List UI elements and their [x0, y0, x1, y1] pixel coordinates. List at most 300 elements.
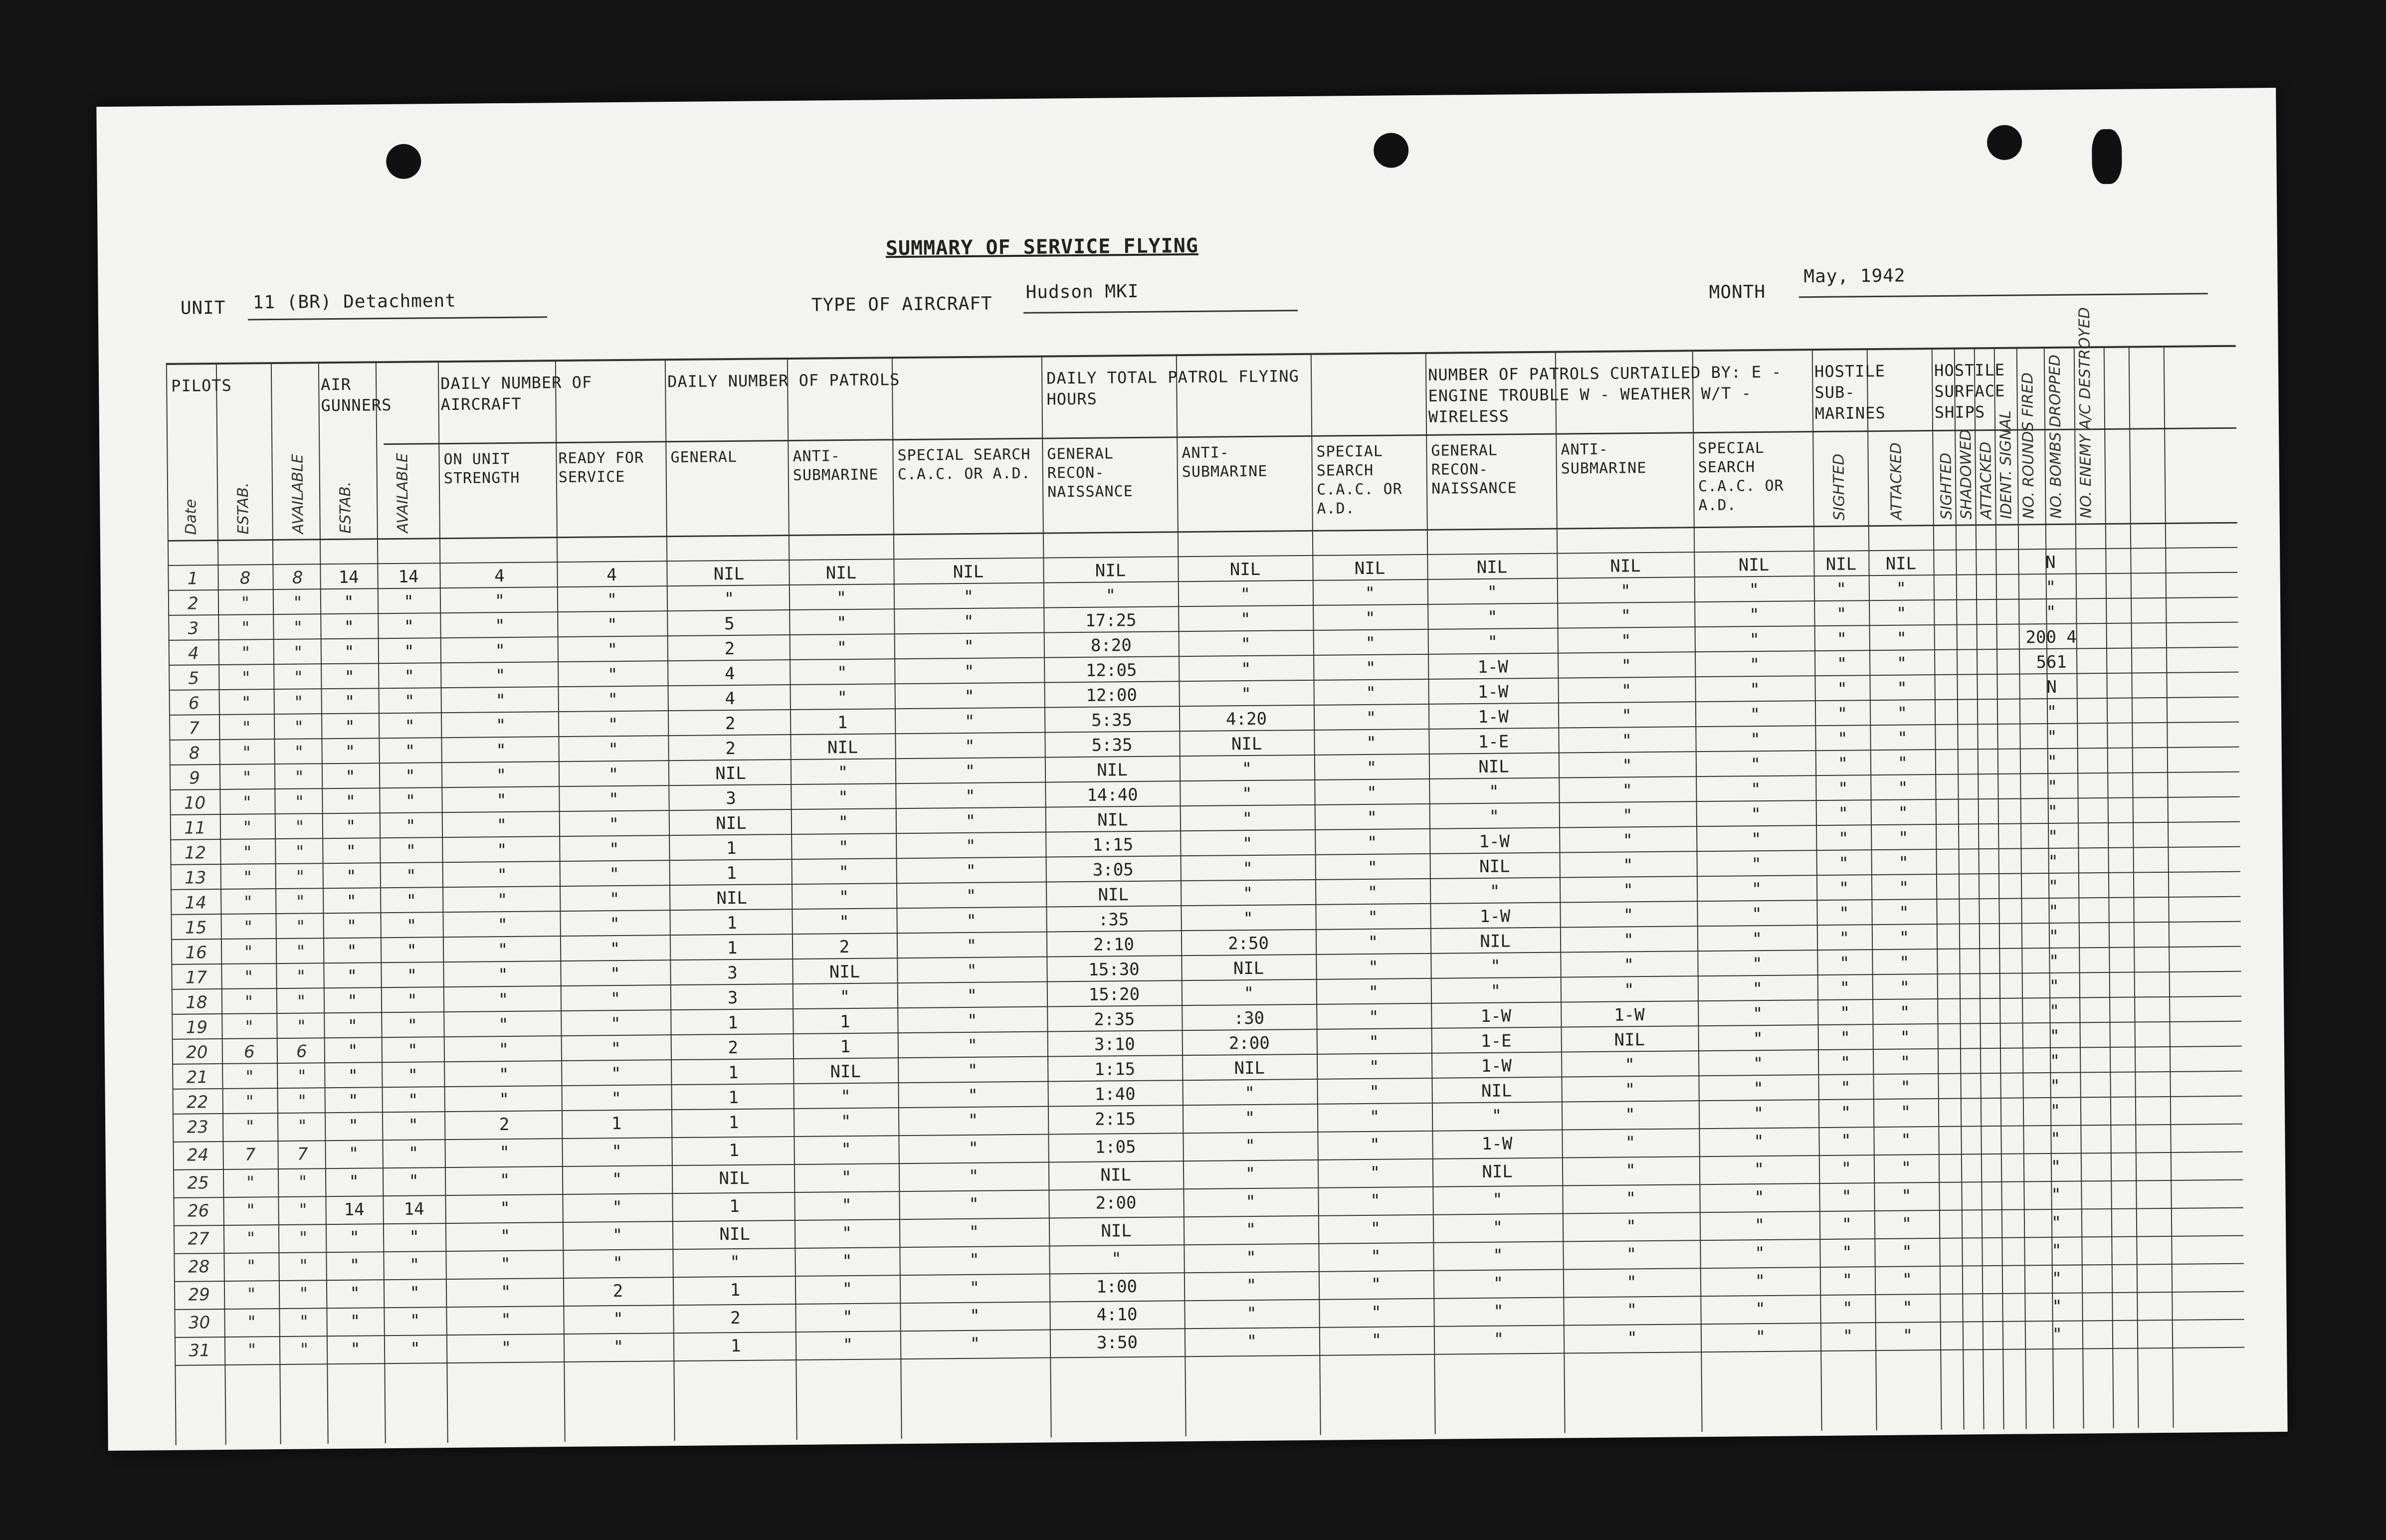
patrols-general: NIL [719, 1168, 750, 1189]
subheading-anti-sub: ANTI- SUBMARINE [1182, 444, 1268, 481]
gunners-estab: " [346, 916, 357, 937]
aircraft-on-strength: " [497, 890, 508, 911]
patrols-special: " [965, 736, 975, 757]
gunners-estab: " [344, 692, 355, 712]
patrols-general: 1 [727, 1012, 738, 1033]
curtailed-special: " [1749, 580, 1760, 600]
subs-attacked: " [1897, 678, 1908, 699]
curtailed-general: " [1490, 956, 1501, 976]
pilots-estab: " [243, 792, 251, 813]
curtailed-general: " [1489, 881, 1500, 902]
pilots-estab: " [244, 942, 253, 962]
hours-special: " [1370, 1218, 1381, 1239]
subs-sighted: " [1839, 978, 1850, 998]
gunners-estab: " [347, 991, 358, 1011]
hours-anti-sub: " [1246, 1247, 1256, 1268]
hours-special: " [1365, 633, 1376, 653]
curtailed-general: " [1491, 1106, 1502, 1126]
aircraft-on-strength: " [497, 865, 508, 886]
day-number: 6 [188, 693, 199, 714]
subs-attacked: " [1896, 603, 1907, 624]
patrols-anti-sub: " [836, 663, 847, 683]
patrols-special: " [964, 686, 975, 707]
gunners-available: " [403, 641, 414, 662]
hours-anti-sub: 2:00 [1228, 1033, 1270, 1054]
pilots-available: " [295, 742, 303, 763]
aircraft-on-strength: 4 [494, 566, 505, 586]
patrols-anti-sub: 1 [839, 1012, 850, 1032]
hours-special: " [1368, 957, 1379, 977]
subs-sighted: " [1840, 1103, 1851, 1123]
aircraft-ready: " [611, 1169, 622, 1190]
hours-general: NIL [1095, 561, 1126, 581]
curtailed-anti-sub: " [1623, 980, 1634, 1000]
ships-columns: 561 [2036, 652, 2067, 673]
pilots-available: " [297, 966, 305, 987]
gunners-available: " [405, 816, 416, 836]
patrols-anti-sub: " [838, 862, 849, 883]
month-label: MONTH [1709, 281, 1766, 303]
hours-special: " [1366, 733, 1377, 753]
hours-anti-sub: " [1241, 684, 1252, 705]
gunners-available: 14 [398, 567, 419, 587]
hours-anti-sub: " [1246, 1275, 1257, 1296]
ships-columns: " [2050, 1076, 2061, 1097]
curtailed-general: 1-E [1478, 732, 1509, 752]
hours-special: " [1371, 1330, 1382, 1350]
punch-hole [1374, 133, 1409, 168]
aircraft-on-strength: " [496, 765, 507, 786]
gunners-estab: " [349, 1227, 360, 1248]
curtailed-special: " [1754, 1187, 1765, 1208]
day-number: 17 [185, 967, 207, 988]
hours-anti-sub: " [1242, 783, 1252, 804]
patrols-general: NIL [716, 888, 748, 909]
gunners-estab: " [345, 717, 356, 737]
subs-attacked: " [1899, 977, 1910, 998]
pilots-estab: " [241, 618, 250, 638]
patrols-anti-sub: 1 [840, 1036, 851, 1057]
hours-general: NIL [1101, 1221, 1132, 1241]
hours-anti-sub: " [1243, 908, 1254, 929]
hours-special: " [1367, 857, 1378, 878]
curtailed-general: " [1488, 781, 1499, 802]
hours-general: 4:10 [1096, 1304, 1138, 1325]
subheading-gen-recon: GENERAL RECON- NAISSANCE [1047, 445, 1133, 501]
subs-attacked: " [1899, 928, 1910, 948]
form-title: SUMMARY OF SERVICE FLYING [885, 234, 1199, 260]
patrols-anti-sub: " [841, 1195, 852, 1216]
day-number: 8 [189, 743, 200, 764]
subs-sighted: " [1839, 903, 1849, 924]
aircraft-on-strength: " [500, 1254, 511, 1275]
curtailed-anti-sub: " [1625, 1188, 1636, 1209]
gunners-available: " [405, 841, 416, 861]
patrols-special: " [965, 836, 976, 856]
subs-attacked: " [1899, 903, 1909, 923]
hostile-submarines-heading: HOSTILE SUB- MARINES [1814, 361, 1886, 423]
curtailed-anti-sub: NIL [1614, 1030, 1645, 1050]
curtailed-anti-sub: " [1623, 930, 1634, 951]
curtailed-special: " [1752, 954, 1763, 974]
hours-special: " [1366, 708, 1377, 728]
hours-general: 2:15 [1094, 1109, 1136, 1130]
pilots-estab: " [245, 1092, 254, 1112]
unit-value: 11 (BR) Detachment [252, 290, 457, 313]
ships-columns: " [2051, 1268, 2062, 1289]
hours-special: " [1366, 683, 1377, 703]
subs-attacked: " [1899, 1002, 1910, 1023]
patrols-general: 2 [725, 713, 736, 734]
gunners-available: " [410, 1339, 420, 1359]
hours-general: 14:40 [1087, 784, 1138, 805]
patrols-general: " [724, 588, 735, 609]
patrols-anti-sub: " [836, 613, 847, 633]
curtailed-general: " [1493, 1273, 1504, 1294]
curtailed-anti-sub: " [1620, 606, 1631, 626]
pilots-available: " [294, 667, 303, 688]
hours-anti-sub: " [1240, 584, 1251, 605]
pilots-available: " [300, 1340, 309, 1360]
curtailed-special: " [1754, 1215, 1765, 1236]
aircraft-on-strength: " [498, 964, 508, 985]
aircraft-ready: " [607, 640, 618, 660]
ships-columns: " [2048, 901, 2059, 922]
pilots-available: " [299, 1228, 308, 1248]
hours-special: " [1367, 782, 1377, 803]
curtailed-special: " [1750, 730, 1761, 750]
gunners-available: " [407, 1015, 418, 1036]
patrols-general: 1 [729, 1140, 740, 1161]
hours-anti-sub: " [1245, 1191, 1256, 1212]
pilots-estab: 6 [243, 1042, 255, 1062]
pilots-available: " [299, 1200, 307, 1220]
pilots-estab: " [248, 1340, 256, 1360]
hours-anti-sub: NIL [1233, 958, 1264, 979]
day-number: 11 [184, 818, 206, 838]
subheading-anti-sub: ANTI- SUBMARINE [793, 447, 879, 484]
hours-special: " [1370, 1135, 1380, 1155]
curtailed-general: NIL [1482, 1161, 1513, 1182]
subs-sighted: " [1839, 928, 1850, 949]
hours-general: 5:35 [1091, 710, 1133, 731]
curtailed-general: NIL [1479, 856, 1510, 877]
patrols-special: " [968, 1166, 979, 1186]
hours-special: NIL [1354, 558, 1386, 579]
hours-general: 12:05 [1085, 660, 1137, 681]
gunners-available: " [407, 1090, 418, 1111]
patrols-special: " [965, 811, 976, 831]
ships-columns: " [2047, 801, 2058, 822]
gunners-estab: " [345, 791, 356, 812]
gunners-available: " [407, 990, 417, 1011]
pilots-available: " [294, 592, 302, 613]
ships-columns: " [2047, 776, 2058, 797]
aircraft-ready: " [608, 814, 619, 835]
pilots-estab: " [244, 892, 252, 913]
pilots-estab: " [241, 643, 250, 663]
ships-columns: " [2049, 951, 2059, 972]
curtailed-special: " [1749, 630, 1760, 650]
curtailed-anti-sub: " [1622, 780, 1633, 801]
patrols-general: 4 [725, 688, 736, 709]
patrols-special: " [964, 636, 975, 657]
subs-sighted: " [1841, 1186, 1852, 1207]
aircraft-ready: " [606, 590, 617, 610]
curtailed-special: " [1755, 1243, 1765, 1264]
patrols-special: " [963, 611, 974, 632]
pilots-heading: PILOTS [171, 376, 232, 395]
aircraft-ready: " [609, 889, 620, 910]
subs-sighted: " [1838, 853, 1849, 874]
rotated-label-attacked: ATTACKED [1977, 441, 1995, 520]
patrols-general: 2 [730, 1308, 741, 1329]
subs-sighted: " [1841, 1214, 1852, 1235]
hours-general: 17:25 [1085, 610, 1137, 631]
hours-special: " [1365, 658, 1376, 678]
patrols-special: " [967, 1035, 978, 1056]
hours-anti-sub: " [1246, 1331, 1257, 1352]
hours-general: 2:00 [1095, 1193, 1137, 1213]
subheading-anti-sub: ANTI- SUBMARINE [1561, 440, 1647, 478]
aircraft-on-strength: " [495, 691, 506, 711]
curtailed-special: " [1751, 854, 1762, 875]
curtailed-anti-sub: " [1622, 805, 1633, 826]
curtailed-heading: NUMBER OF PATROLS CURTAILED BY: E - ENGINE TROUBLE W - WEATHER W/T - WIRELESS [1427, 362, 1782, 426]
subs-attacked: " [1897, 728, 1908, 749]
gunners-available: " [404, 691, 415, 712]
subs-attacked: " [1901, 1186, 1912, 1206]
subs-attacked: " [1897, 703, 1908, 724]
curtailed-general: NIL [1480, 931, 1511, 952]
patrols-general: 1 [727, 913, 738, 934]
subs-attacked: " [1901, 1158, 1912, 1178]
aircraft-on-strength: " [495, 716, 506, 736]
day-number: 3 [188, 618, 199, 639]
day-number: 10 [184, 793, 206, 813]
subs-sighted: " [1841, 1131, 1851, 1151]
curtailed-anti-sub: " [1620, 581, 1631, 601]
subs-attacked: " [1900, 1052, 1911, 1073]
subs-attacked: " [1901, 1130, 1911, 1151]
pilots-estab: " [242, 743, 251, 763]
day-number: 20 [186, 1042, 208, 1063]
patrols-anti-sub: NIL [827, 737, 858, 758]
patrols-special: " [966, 886, 977, 906]
hours-anti-sub: " [1240, 659, 1251, 680]
curtailed-general: 1-E [1480, 1031, 1512, 1051]
rotated-label-date: Date [182, 499, 200, 535]
patrols-general: 3 [727, 987, 738, 1008]
patrols-special: " [965, 761, 976, 781]
subs-attacked: " [1898, 828, 1909, 848]
hours-anti-sub: " [1242, 833, 1253, 854]
aircraft-on-strength: " [500, 1198, 511, 1219]
patrols-special: " [968, 1110, 979, 1131]
aircraft-on-strength: " [501, 1338, 512, 1358]
aircraft-on-strength: " [495, 666, 506, 686]
hours-special: " [1369, 1107, 1380, 1127]
pilots-available: " [297, 1016, 306, 1037]
gunners-estab: " [346, 891, 357, 912]
hours-anti-sub: " [1240, 609, 1251, 630]
day-number: 4 [188, 643, 199, 664]
subs-sighted: " [1838, 803, 1849, 824]
gunners-estab: " [346, 816, 356, 837]
aircraft-ready: " [607, 715, 618, 735]
curtailed-anti-sub: " [1624, 1080, 1635, 1100]
aircraft-on-strength: " [499, 1142, 510, 1163]
curtailed-anti-sub: " [1627, 1328, 1637, 1348]
patrols-anti-sub: " [841, 1139, 852, 1160]
curtailed-general: 1-W [1479, 831, 1510, 852]
subs-sighted: NIL [1825, 554, 1857, 575]
pilots-estab: " [246, 1172, 255, 1193]
curtailed-special: " [1751, 829, 1762, 850]
curtailed-special: " [1752, 1004, 1763, 1024]
gunners-estab: " [348, 1066, 359, 1086]
pilots-available: " [298, 1066, 306, 1087]
pilots-available: " [299, 1172, 307, 1192]
subheading-special: SPECIAL SEARCH C.A.C. OR A.D. [897, 445, 1031, 484]
curtailed-special: " [1755, 1271, 1766, 1292]
pilots-available: " [296, 917, 305, 937]
gunners-estab: " [350, 1283, 361, 1304]
subs-sighted: " [1836, 629, 1847, 649]
subs-attacked: " [1902, 1242, 1912, 1262]
patrols-general: " [730, 1252, 741, 1273]
pilots-estab: 7 [244, 1145, 256, 1165]
pilots-estab: " [243, 867, 252, 888]
subs-sighted: " [1837, 704, 1848, 724]
aircraft-ready: " [611, 1089, 622, 1109]
punch-hole [1987, 125, 2022, 160]
aircraft-on-strength: " [497, 940, 508, 961]
day-number: 14 [185, 893, 207, 913]
curtailed-general: " [1489, 806, 1500, 827]
ships-columns: " [2049, 1026, 2060, 1047]
curtailed-anti-sub: " [1621, 656, 1632, 676]
hours-general: 8:20 [1090, 635, 1132, 656]
pilots-available: " [299, 1256, 308, 1276]
subs-sighted: " [1839, 1003, 1850, 1023]
subs-sighted: " [1837, 778, 1848, 799]
gunners-estab: " [345, 767, 356, 787]
hours-special: " [1367, 807, 1378, 828]
ships-columns: " [2050, 1156, 2061, 1177]
ships-columns: " [2047, 727, 2057, 748]
gunners-estab: " [350, 1339, 361, 1359]
rotated-label-attacked: ATTACKED [1887, 442, 1906, 520]
patrols-special: " [965, 786, 976, 806]
curtailed-anti-sub: " [1625, 1160, 1636, 1181]
patrols-special: " [969, 1250, 980, 1270]
rotated-label-available: AVAILABLE [289, 454, 307, 534]
rotated-label-rounds-fired: NO. ROUNDS FIRED [2019, 372, 2038, 519]
aircraft-ready: 2 [612, 1281, 623, 1302]
aircraft-on-strength: " [498, 989, 509, 1010]
curtailed-special: " [1749, 605, 1760, 625]
pilots-available: " [294, 692, 303, 713]
patrols-general: 1 [726, 863, 737, 884]
subheading-gen-recon: GENERAL RECON- NAISSANCE [1431, 441, 1517, 498]
pilots-estab: " [246, 1117, 254, 1137]
aircraft-ready: " [610, 964, 620, 984]
patrols-special: " [969, 1222, 980, 1242]
aircraft-ready: " [610, 989, 621, 1009]
curtailed-general: " [1492, 1217, 1503, 1238]
curtailed-special: " [1750, 755, 1761, 775]
patrols-special: " [964, 711, 975, 732]
gunners-available: " [409, 1227, 420, 1247]
curtailed-special: " [1753, 1029, 1764, 1049]
aircraft-on-strength: " [496, 740, 507, 761]
hours-special: " [1369, 1057, 1380, 1077]
curtailed-anti-sub: " [1624, 1055, 1635, 1075]
subs-attacked: " [1900, 1027, 1911, 1048]
curtailed-anti-sub: " [1622, 756, 1632, 776]
subheading-special: SPECIAL SEARCH C.A.C. OR A.D. [1316, 442, 1402, 518]
flying-hours-heading: DAILY TOTAL PATROL FLYING HOURS [1046, 367, 1299, 409]
patrols-general: NIL [713, 564, 745, 584]
ships-columns: " [2052, 1296, 2062, 1317]
patrols-special: " [967, 961, 977, 981]
hours-anti-sub: NIL [1234, 1058, 1265, 1079]
pilots-available: " [295, 717, 303, 738]
curtailed-general: NIL [1478, 757, 1509, 777]
hours-special: " [1369, 1082, 1380, 1102]
aircraft-on-strength: " [496, 815, 507, 836]
ships-columns: " [2045, 602, 2056, 623]
hours-anti-sub: 2:50 [1227, 933, 1269, 954]
pilots-available: " [294, 642, 302, 663]
subs-attacked: " [1900, 1077, 1911, 1098]
subs-attacked: " [1896, 578, 1907, 599]
subs-attacked: " [1898, 803, 1909, 823]
pilots-available: 7 [297, 1144, 308, 1164]
gunners-estab: " [344, 667, 355, 687]
curtailed-anti-sub: " [1621, 681, 1632, 701]
patrols-special: " [966, 936, 977, 956]
hours-general: 1:00 [1096, 1277, 1138, 1297]
pilots-estab: " [243, 817, 251, 838]
patrols-anti-sub: " [838, 787, 848, 808]
day-number: 12 [184, 843, 206, 863]
curtailed-special: " [1753, 1104, 1764, 1124]
patrols-anti-sub: " [841, 1167, 852, 1188]
ships-columns: N [2046, 677, 2057, 698]
hours-general: 3:10 [1094, 1034, 1135, 1055]
gunners-estab: " [347, 1041, 358, 1061]
patrols-general: 5 [724, 613, 735, 634]
daily-patrols-heading: DAILY NUMBER OF PATROLS [667, 370, 900, 391]
gunners-available: " [404, 666, 415, 687]
gunners-estab: " [344, 592, 354, 612]
subheading-ready: READY FOR SERVICE [558, 449, 644, 487]
curtailed-special: " [1754, 1159, 1765, 1180]
curtailed-anti-sub: " [1623, 880, 1634, 901]
subs-attacked: " [1900, 1102, 1911, 1123]
pilots-available: " [295, 792, 304, 812]
rotated-label-enemy-destroyed: NO. ENEMY A/C DESTROYED [2075, 307, 2095, 519]
day-number: 23 [187, 1117, 208, 1138]
curtailed-general: 1-W [1481, 1056, 1512, 1076]
patrols-general: 2 [725, 738, 736, 759]
patrols-general: 1 [730, 1280, 741, 1301]
curtailed-special: " [1754, 1132, 1764, 1152]
patrols-anti-sub: " [840, 1086, 851, 1107]
aircraft-ready: " [607, 690, 618, 710]
